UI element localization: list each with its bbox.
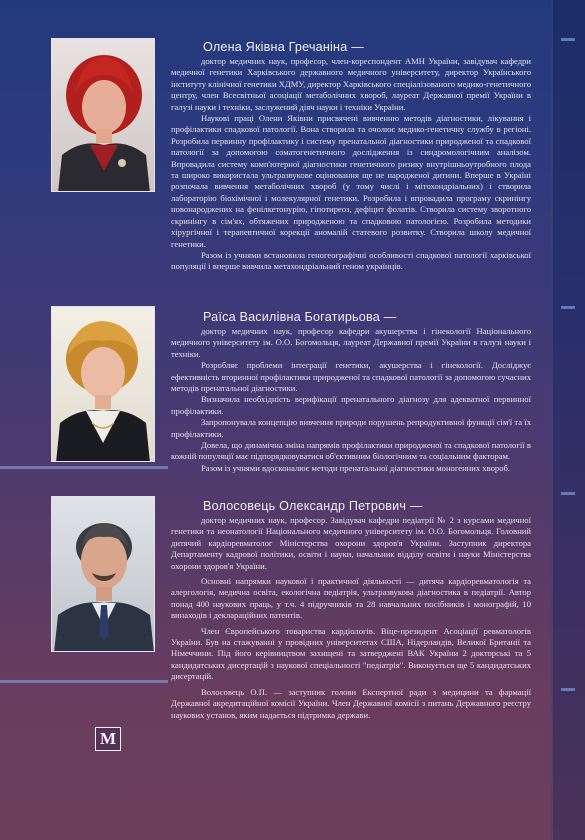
bio-paragraph: Основні напрямки наукової і практичної діяльності — дитяча кардіоревматологія та алергологія, медична освіта, екологічна педіатрія, ультразвукова діагностика в педіатрії. Автор понад 400 наукових праць, у т.ч. 4 підручників та 28 навчальних посібників і монографій, 10 винаходів і деклараційних патентів. [171,576,531,621]
portrait-photo-2 [51,306,155,462]
bio-section-3 [171,499,531,721]
decor-stripe [561,38,575,41]
bio-paragraph: Визначила необхідність верифікації пренатального діагнозу для адекватної первинної профілактики. [171,394,531,416]
bio-section-1 [171,40,531,273]
bio-paragraph: Наукові праці Олени Яківни присвячені вивченню методів діагностики, лікування і профілактики спадкової патології. Вона створила та очолює медико-генетичну службу в регіоні. Розробила первинну профілактику і систему пренатальної діагностики природженої та спадкової патології за допомогою соматогенетичного дослідження із синдромологічним аналізом. Впровадила систему комп'ютерної діагностики генетичного ризику внутрішньоутробного плода та широко використала ультразвукове оцінювання ще не народженої дитини. Вперше в Україні розпочала вивчення метаболічних хвороб (у тому числі і мітохондріальних) і створила лабораторію біохімічної і молекулярної генетики. Розробила і впровадила програму скринінгу новонароджених на фенілкетонурію, гіпотиреоз, дефіцит фолатів. Створила систему зворотного скринінгу в сім'ях, обтяжених природженою та спадковою патологією. Розробила методики хірургічної і терапевтичної корекції аномалій статевого розвитку. Створила школу медичної генетики. [171,113,531,249]
portrait-photo-1 [51,38,155,192]
bio-paragraph: Волосовець О.П. — заступник голови Експертної ради з медицини та фармації Державної акредитаційної комісії України. Член Державної комісії з питань Державного реєстру наукових установ, яким надається підтримка держави. [171,686,531,720]
decor-stripe [561,306,575,309]
bio-paragraph: Член Європейського товариства кардіологів. Віце-президент Асоціації ревматологів України. Був на стажуванні у провідних університетах США, Нідерландів, Великої Британії та Німеччини. Під його керівництвом захищені та затверджені ВАК України 2 докторські та 5 кандидатських дисертацій з наукової спеціальності "педіатрія". Виконується ще 5 кандидатських дисертацій. [171,625,531,682]
bio-paragraph: Разом із учнями вдосконалює методи пренатальної діагностики моногенних хвороб. [201,462,511,473]
bio-paragraph: Розробляє проблеми інтеграції генетики, акушерства і гінекології. Досліджує ефективність вторинної профілактики природженої та спадкової патології за допомогою сучасних методів пренатальної діагностики. [171,360,531,394]
person-name: Олена Яківна Гречаніна — [203,40,364,54]
bio-paragraph: доктор медичних наук, професор кафедри акушерства і гінекології Національного медичного університету ім. О.О. Богомольця, лауреат Державної премії України в галузі науки і техніки. [171,326,531,359]
publisher-logo: M [95,727,121,751]
bio-paragraph: Довела, що динамічна зміна напрямів профілактики природженої та спадкової патології в кожній популяції має підпорядковуватися об'єктивним біологічним та соціальним факторам. [171,440,531,462]
bio-section-2 [171,310,531,474]
person-name: Раїса Василівна Богатирьова — [203,310,397,324]
decor-stripe [561,688,575,691]
bio-paragraph: доктор медичних наук, професор. Завідувач кафедри педіатрії № 2 з курсами медичної генетики та неонатології Національного медичного університету ім. О.О. Богомольця. Головний дитячий кардіоревматолог Міністерства охорони здоров'я України. Заступник директора Департаменту кадрової політики, освіти і науки, начальник відділу освіти і науки Міністерства охорони здоров'я України. [171,515,531,571]
right-edge-band [551,0,585,840]
bio-paragraph: Запропонувала концепцію вивчення природи порушень репродуктивної функції сім'ї та їх профілактики. [171,417,531,439]
bio-paragraph: доктор медичних наук, професор, член-кореспондент АМН України, завідувач кафедри медичної генетики Харківського державного медичного університету, директор Українського інституту клінічної генетики ХДМУ, директор Харківського спеціалізованого медико-генетичного центру, член Всесвітньої асоціації метаболічних хвороб, лауреат Державної премії України в галузі науки і техніки, заслужений діяч науки і техніки України. [171,56,531,112]
section-separator [0,466,168,469]
bio-paragraph: Разом із учнями встановила геногеографічні особливості спадкової патології харківської популяції і вперше вивчила метахондріальний геном українців. [171,249,531,272]
decor-stripe [561,492,575,495]
person-name: Волосовець Олександр Петрович — [203,499,423,513]
section-separator [0,680,168,683]
portrait-photo-3 [51,496,155,652]
